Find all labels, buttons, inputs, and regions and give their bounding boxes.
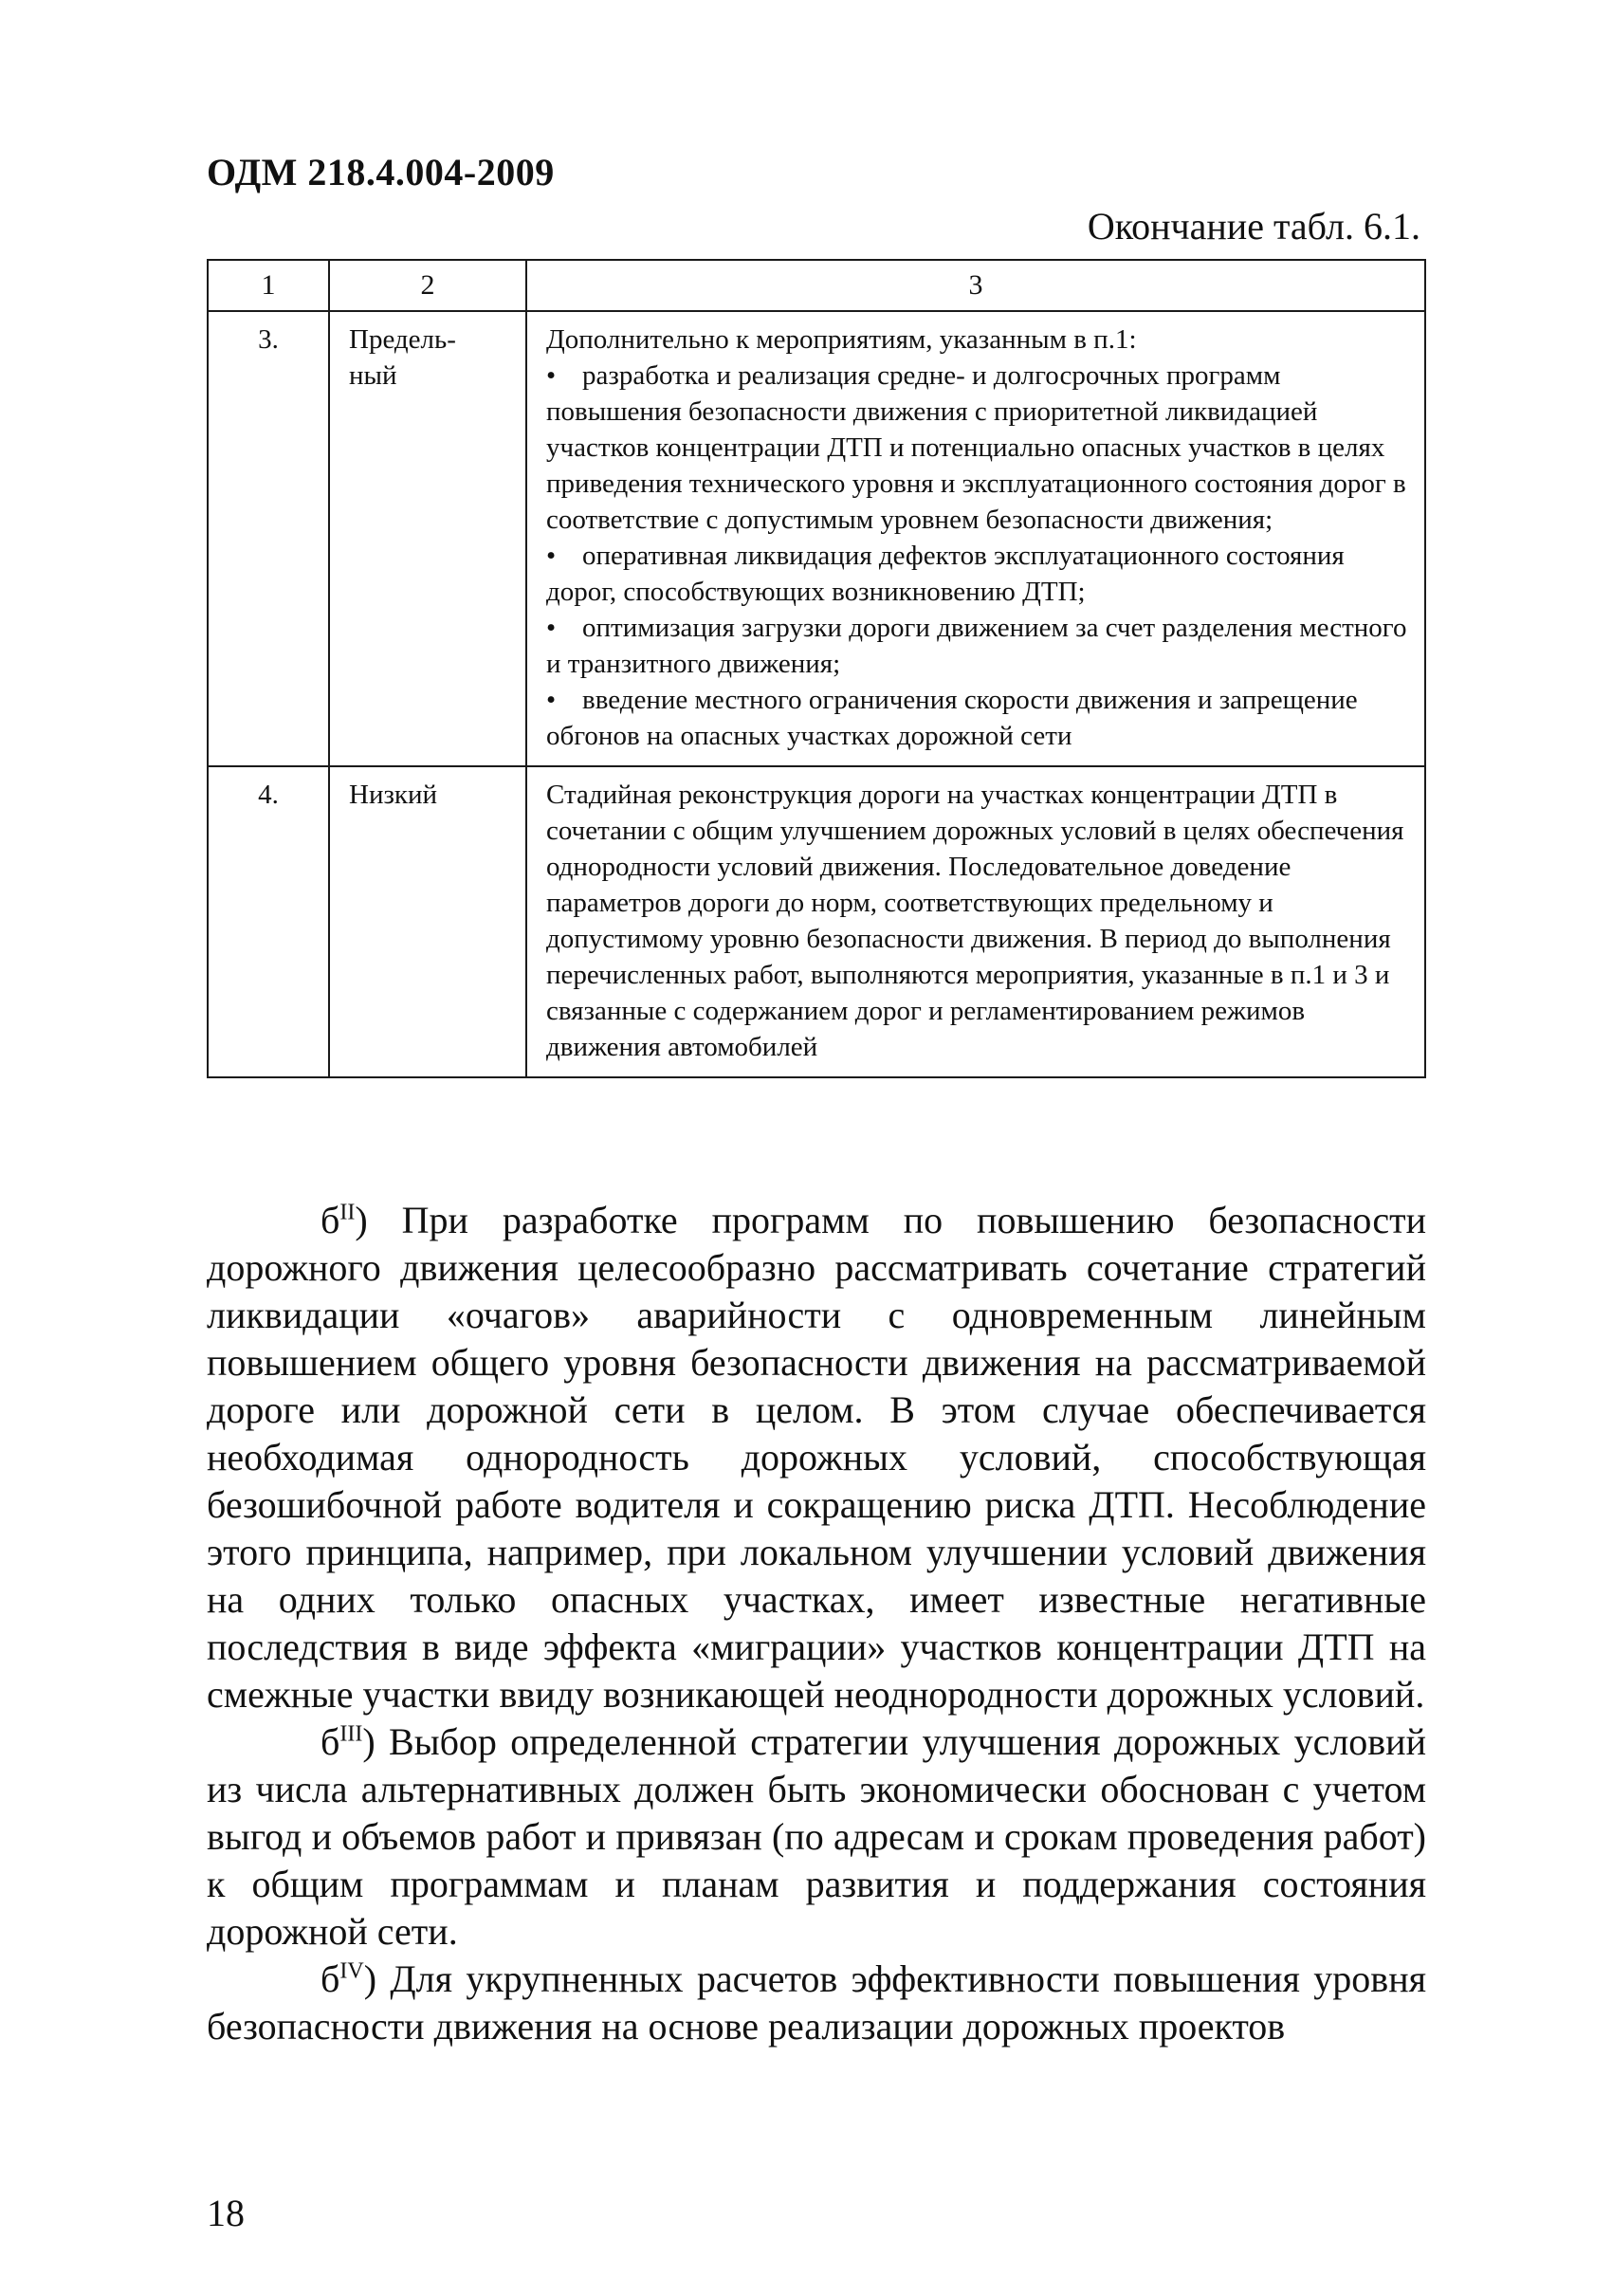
safety-level: Низкий [329, 766, 526, 1077]
paragraph [207, 1956, 1426, 2050]
list-item [546, 682, 1409, 754]
paragraph-label-superscript: II [339, 1200, 356, 1225]
bullet-icon: • [546, 541, 557, 571]
paragraph-text: ) Для укрупненных расчетов эффективности повышения уровня безопасности движения на основе реализации дорожных проектов [207, 1957, 1426, 2048]
list-item [546, 610, 1409, 682]
table-header-col-1: 1 [208, 260, 329, 311]
measures-table [207, 259, 1426, 1078]
document-code: ОДМ 218.4.004-2009 [207, 151, 555, 193]
table-header-row [208, 260, 1425, 311]
list-item-text: оперативная ликвидация дефектов эксплуатационного состояния дорог, способствующих возникновению ДТП; [546, 541, 1345, 607]
bullet-icon: • [546, 685, 557, 715]
measures-cell: Стадийная реконструкция дороги на участках концентрации ДТП в сочетании с общим улучшением дорожных условий в целях обеспечения однородности условий движения. Последовательное доведение параметров дороги до норм, соответствующих предельному и допустимому уровню безопасности движения. В период до выполнения перечисленных работ, выполняются мероприятия, указанные в п.1 и 3 и связанные с содержанием дорог и регламентированием режимов движения автомобилей [526, 766, 1425, 1077]
paragraph-label-superscript: IV [339, 1958, 364, 1984]
paragraph-text: ) При разработке программ по повышению безопасности дорожного движения целесообразно рассматривать сочетание стратегий ликвидации «очагов» аварийности с одновременным линейным повышением общего уровня безопасности движения на рассматриваемой дороге или дорожной сети в целом. В этом случае обеспечивается необходимая однородность дорожных условий, способствующая безошибочной работе водителя и сокращению риска ДТП. Несоблюдение этого принципа, например, при локальном улучшении условий движения на одних только опасных участках, имеет известные негативные последствия в виде эффекта «миграции» участков концентрации ДТП на смежные участки ввиду возникающей неоднородности дорожных условий. [207, 1199, 1426, 1716]
table-header-col-3: 3 [526, 260, 1425, 311]
paragraph [207, 1718, 1426, 1956]
measures-intro: Дополнительно к мероприятиям, указанным в п.1: [546, 324, 1137, 355]
table-caption: Окончание табл. 6.1. [1087, 205, 1420, 248]
table-header-col-2: 2 [329, 260, 526, 311]
bullet-icon: • [546, 360, 557, 391]
bullet-icon: • [546, 613, 557, 643]
paragraph-label: б [321, 1957, 340, 2000]
list-item-text: разработка и реализация средне- и долгосрочных программ повышения безопасности движения с приоритетной ликвидацией участков концентрации ДТП и потенциально опасных участков в целях приведения технического уровня и эксплуатационного состояния дорог в соответствие с допустимым уровнем безопасности движения; [546, 360, 1406, 535]
row-number: 4. [208, 766, 329, 1077]
table-row [208, 766, 1425, 1077]
paragraph-label: б [321, 1199, 340, 1241]
measures-cell [526, 311, 1425, 766]
list-item-text: оптимизация загрузки дороги движением за счет разделения местного и транзитного движения; [546, 613, 1407, 679]
safety-level: Предель- ный [329, 311, 526, 766]
paragraph-label: б [321, 1720, 340, 1763]
list-item [546, 358, 1409, 538]
list-item-text: введение местного ограничения скорости движения и запрещение обгонов на опасных участках дорожной сети [546, 685, 1358, 751]
paragraph-text: ) Выбор определенной стратегии улучшения дорожных условий из числа альтернативных должен быть экономически обоснован с учетом выгод и объемов работ и привязан (по адресам и срокам проведения работ) к общим программам и планам развития и поддержания состояния дорожной сети. [207, 1720, 1426, 1953]
paragraph [207, 1197, 1426, 1718]
page-number: 18 [207, 2192, 245, 2234]
row-number: 3. [208, 311, 329, 766]
list-item [546, 538, 1409, 610]
paragraph-label-superscript: III [339, 1721, 363, 1747]
body-text [207, 1197, 1426, 2050]
table-row [208, 311, 1425, 766]
